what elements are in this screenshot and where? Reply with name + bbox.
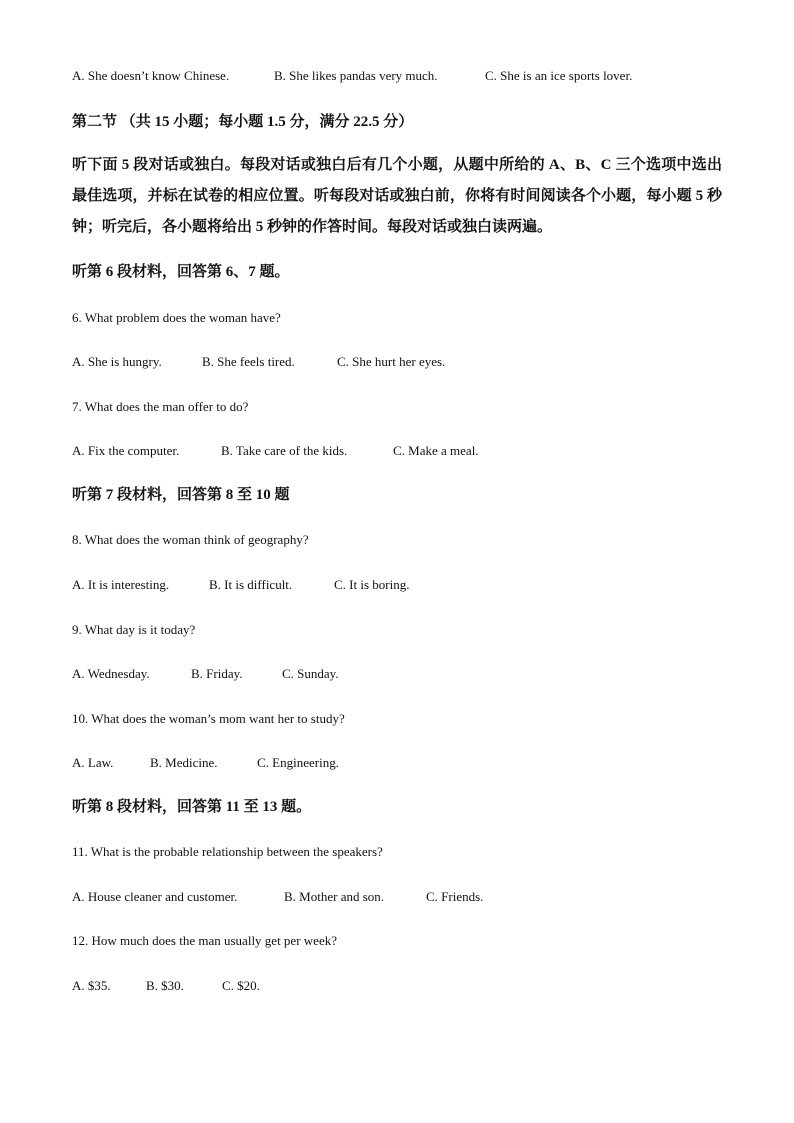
option-c: C. Engineering. [257,755,339,770]
question-text: 10. What does the woman’s mom want her to study? [72,711,345,726]
option-b: B. Medicine. [150,755,218,770]
option-b: B. Take care of the kids. [221,443,348,458]
question-text: 8. What does the woman think of geography? [72,532,309,547]
section-instructions: 听下面 5 段对话或独白。每段对话或独白后有几个小题，从题中所给的 A、B、C 三个选项中选出最佳选项，并标在试卷的相应位置。听每段对话或独白前，你将有时间阅读各个小题，每小题 5 秒钟；听完后，各小题将给出 5 秒钟的作答时间。每段对话或独白读两遍。 [72,157,722,235]
question-text: 12. How much does the man usually get per week? [72,933,337,948]
option-c: C. It is boring. [334,577,410,592]
question-text: 9. What day is it today? [72,622,196,637]
option-b: B. $30. [146,978,184,993]
option-c: C. $20. [222,978,260,993]
option-b: B. Mother and son. [284,889,385,904]
group-heading: 听第 6 段材料，回答第 6、7 题。 [72,264,290,280]
option-b: B. Friday. [191,666,243,681]
question-options [72,354,445,370]
option-c: C. Sunday. [282,666,339,681]
question-text: 11. What is the probable relationship between the speakers? [72,844,383,859]
group-heading: 听第 7 段材料，回答第 8 至 10 题 [72,487,290,503]
question-options [72,577,409,593]
option-a: A. She doesn’t know Chinese. [72,68,230,83]
option-b: B. She feels tired. [202,354,295,369]
option-b: B. It is difficult. [209,577,293,592]
prev-question-options [72,68,632,84]
group-heading: 听第 8 段材料，回答第 11 至 13 题。 [72,799,312,815]
question-text: 6. What problem does the woman have? [72,310,281,325]
option-a: A. Wednesday. [72,666,150,681]
option-a: A. Law. [72,755,114,770]
question-options [72,666,339,682]
option-b: B. She likes pandas very much. [274,68,438,83]
option-a: A. It is interesting. [72,577,170,592]
question-options [72,755,339,771]
option-a: A. Fix the computer. [72,443,180,458]
option-a: A. She is hungry. [72,354,162,369]
question-options [72,443,479,459]
option-a: A. $35. [72,978,111,993]
option-c: C. She hurt her eyes. [337,354,446,369]
section-title: 第二节 （共 15 小题；每小题 1.5 分，满分 22.5 分） [72,114,414,130]
option-c: C. Friends. [426,889,484,904]
option-c: C. She is an ice sports lover. [485,68,633,83]
question-text: 7. What does the man offer to do? [72,399,249,414]
question-options [72,889,483,905]
question-options [72,978,260,994]
option-c: C. Make a meal. [393,443,479,458]
option-a: A. House cleaner and customer. [72,889,238,904]
